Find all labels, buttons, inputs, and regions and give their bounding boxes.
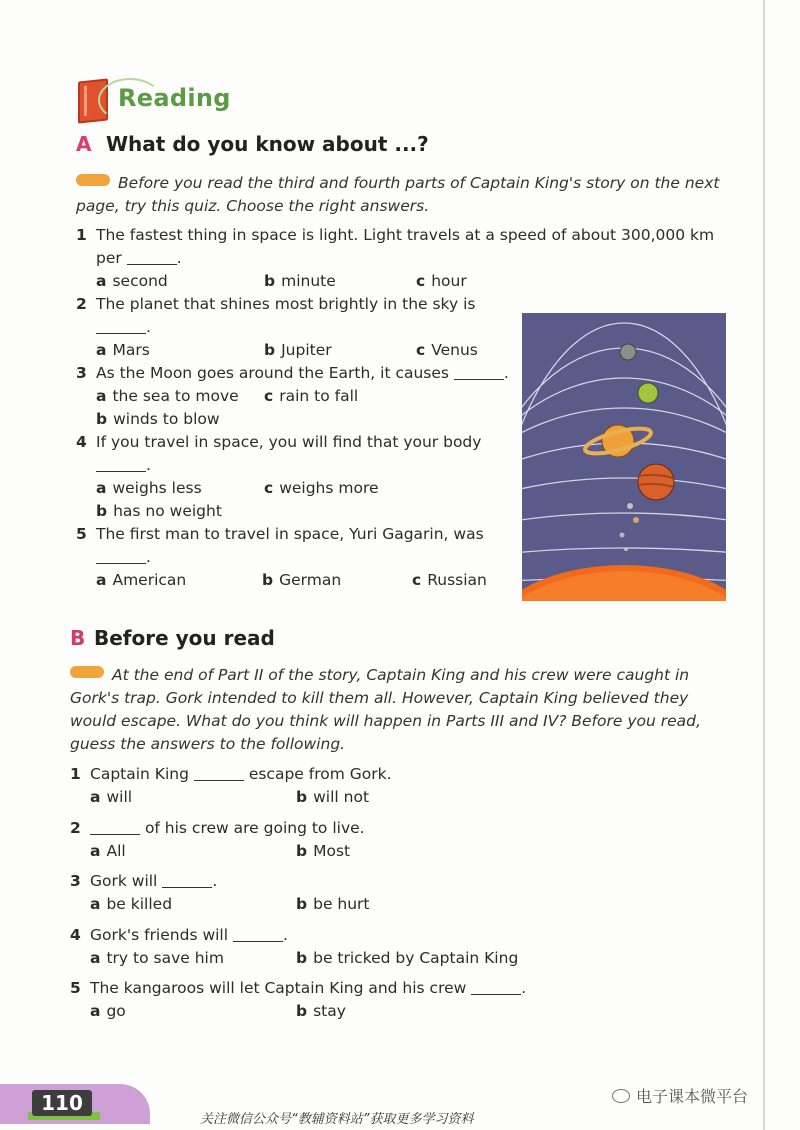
option-b2-a: a All <box>90 842 126 860</box>
option-a5-a: a American <box>96 571 187 589</box>
option-a4-b: b has no weight <box>96 502 222 520</box>
option-b1-a: a will <box>90 788 133 806</box>
option-a3-a: a the sea to move <box>96 387 239 405</box>
answer-blank <box>90 820 140 835</box>
answer-blank <box>233 927 283 942</box>
option-b5-b: b stay <box>296 1002 346 1020</box>
question-b3: 3 Gork will . <box>70 872 218 890</box>
answer-blank <box>96 457 146 472</box>
question-b5: 5 The kangaroos will let Captain King and his crew . <box>70 979 527 997</box>
option-a2-c: c Venus <box>416 341 478 359</box>
option-b3-b: b be hurt <box>296 895 370 913</box>
solar-system-svg <box>522 313 726 601</box>
section-a-intro: Before you read the third and fourth parts of Captain King's story on the next page, try this quiz. Choose the right answers. <box>76 174 720 215</box>
page-title: Reading <box>118 84 231 112</box>
page-edge <box>763 0 765 1130</box>
option-a4-a: a weighs less <box>96 479 202 497</box>
instruction-marker-icon <box>70 666 104 678</box>
answer-blank <box>127 250 177 265</box>
page-number: 110 <box>32 1090 92 1116</box>
question-a5-line2: . <box>96 546 151 568</box>
option-b4-b: b be tricked by Captain King <box>296 949 519 967</box>
option-a1-a: a second <box>96 272 168 290</box>
answer-blank <box>471 980 521 995</box>
instruction-marker-icon <box>76 174 110 186</box>
option-a1-b: b minute <box>264 272 336 290</box>
question-a4-line2: . <box>96 454 151 476</box>
option-a3-b: b winds to blow <box>96 410 220 428</box>
answer-blank <box>194 766 244 781</box>
question-b2: 2 of his crew are going to live. <box>70 819 365 837</box>
answer-blank <box>96 319 146 334</box>
section-a-heading <box>76 132 91 156</box>
section-b-title: Before you read <box>94 626 275 650</box>
question-a4: 4 If you travel in space, you will find that your body <box>76 433 482 451</box>
question-b4: 4 Gork's friends will . <box>70 926 288 944</box>
footer-note: 关注微信公众号“教辅资料站”获取更多学习资料 <box>200 1112 474 1127</box>
question-a2: 2 The planet that shines most brightly in the sky is <box>76 295 476 313</box>
planet-green <box>638 383 658 403</box>
option-b1-b: b will not <box>296 788 370 806</box>
question-b1: 1 Captain King escape from Gork. <box>70 765 392 783</box>
wechat-icon <box>612 1089 630 1103</box>
answer-blank <box>96 549 146 564</box>
solar-system-illustration <box>522 313 726 601</box>
option-a5-c: c Russian <box>412 571 487 589</box>
section-a-letter: A <box>76 132 92 156</box>
question-a5: 5 The first man to travel in space, Yuri Gagarin, was <box>76 525 484 543</box>
section-a-title: What do you know about ...? <box>106 132 429 156</box>
option-b4-a: a try to save him <box>90 949 224 967</box>
option-a4-c: c weighs more <box>264 479 379 497</box>
option-a5-b: b German <box>262 571 342 589</box>
question-a2-line2: . <box>96 316 151 338</box>
question-a3: 3 As the Moon goes around the Earth, it causes . <box>76 364 509 382</box>
planet-grey <box>620 344 636 360</box>
option-b3-a: a be killed <box>90 895 173 913</box>
option-a2-a: a Mars <box>96 341 150 359</box>
answer-blank <box>454 365 504 380</box>
section-b-heading <box>70 626 85 650</box>
option-a1-c: c hour <box>416 272 467 290</box>
option-a2-b: b Jupiter <box>264 341 332 359</box>
option-b2-b: b Most <box>296 842 351 860</box>
wechat-watermark: 电子课本微平台 <box>612 1084 748 1107</box>
section-b-intro: At the end of Part II of the story, Captain King and his crew were caught in Gork's trap. Gork intended to kill them all. However, Captain King believed they would escape. What do you think will happen in Parts III and IV? Before you read, guess the answers to the following. <box>70 666 701 753</box>
question-a1: 1 The fastest thing in space is light. Light travels at a speed of about 300,000 km <box>76 226 715 244</box>
planet-jupiter <box>638 464 674 500</box>
option-a3-c: c rain to fall <box>264 387 359 405</box>
answer-blank <box>162 873 212 888</box>
option-b5-a: a go <box>90 1002 126 1020</box>
question-a1-line2: per . <box>96 249 182 267</box>
section-b-letter: B <box>70 626 86 650</box>
